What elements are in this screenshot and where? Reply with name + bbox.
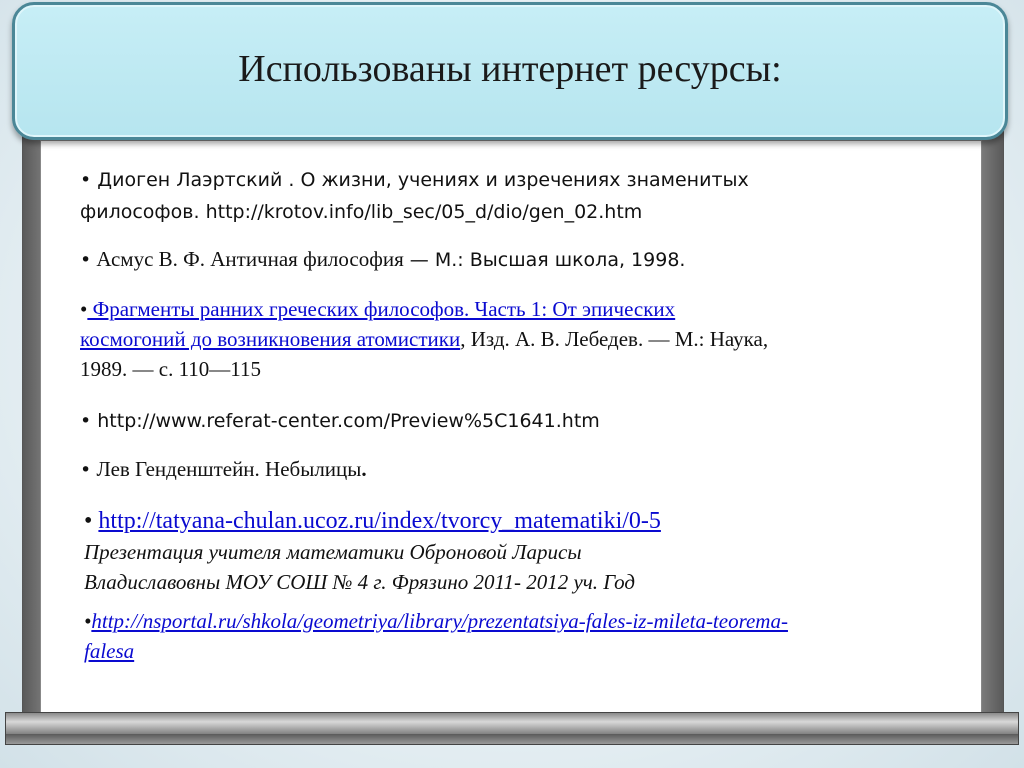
reference-url: http://www.referat-center.com/Preview%5C1641.htm <box>97 410 600 432</box>
reference-note-line-2: Владиславовны МОУ СОШ № 4 г. Фрязино 2011- 2012 уч. Год <box>84 570 636 594</box>
bullet: • <box>80 297 88 321</box>
reference-author: Диоген Лаэртский <box>97 169 283 191</box>
reference-title: Асмус В. Ф. Античная философия <box>96 247 404 271</box>
reference-note-line-1: Презентация учителя математики Оброновой Ларисы <box>84 540 582 564</box>
reference-link[interactable]: http://nsportal.ru/shkola/geometriya/library/prezentatsiya-fales-iz-mileta-teorema-falesa <box>84 609 788 663</box>
reference-item-6 <box>84 505 804 597</box>
reference-text: . О жизни, учениях и изречениях знаменитых философов. http://krotov.info/lib_sec/05_d/dio/gen_02.htm <box>80 169 749 223</box>
reference-link[interactable]: http://tatyana-chulan.ucoz.ru/index/tvorcy_matematiki/0-5 <box>98 508 661 534</box>
slide-title: Использованы интернет ресурсы: <box>238 48 782 90</box>
bullet: • <box>80 249 92 271</box>
bullet: • <box>80 459 92 481</box>
reference-item-1 <box>80 164 840 228</box>
reference-link[interactable]: Фрагменты ранних греческих философов. Часть 1: От эпических космогоний до возникновения атомистики <box>80 297 676 351</box>
reference-text: , Изд. А. В. Лебедев. — М.: Наука, 1989. — с. 110—115 <box>80 327 769 381</box>
bullet: • <box>84 609 92 633</box>
reference-text: Лев Генденштейн. Небылицы <box>96 457 362 481</box>
reference-end: . <box>361 457 367 481</box>
reference-publisher: — М.: Высшая школа, 1998. <box>403 249 686 271</box>
reference-item-5 <box>80 454 840 486</box>
reference-item-4 <box>80 405 840 437</box>
bullet: • <box>84 508 93 534</box>
bullet: • <box>80 410 92 432</box>
reference-item-2 <box>80 244 840 276</box>
bottom-bar <box>5 712 1019 736</box>
reference-item-3 <box>80 294 780 384</box>
bottom-shelf <box>5 734 1019 745</box>
title-box <box>12 2 1008 140</box>
bullet: • <box>80 169 92 191</box>
reference-item-7 <box>84 606 804 666</box>
